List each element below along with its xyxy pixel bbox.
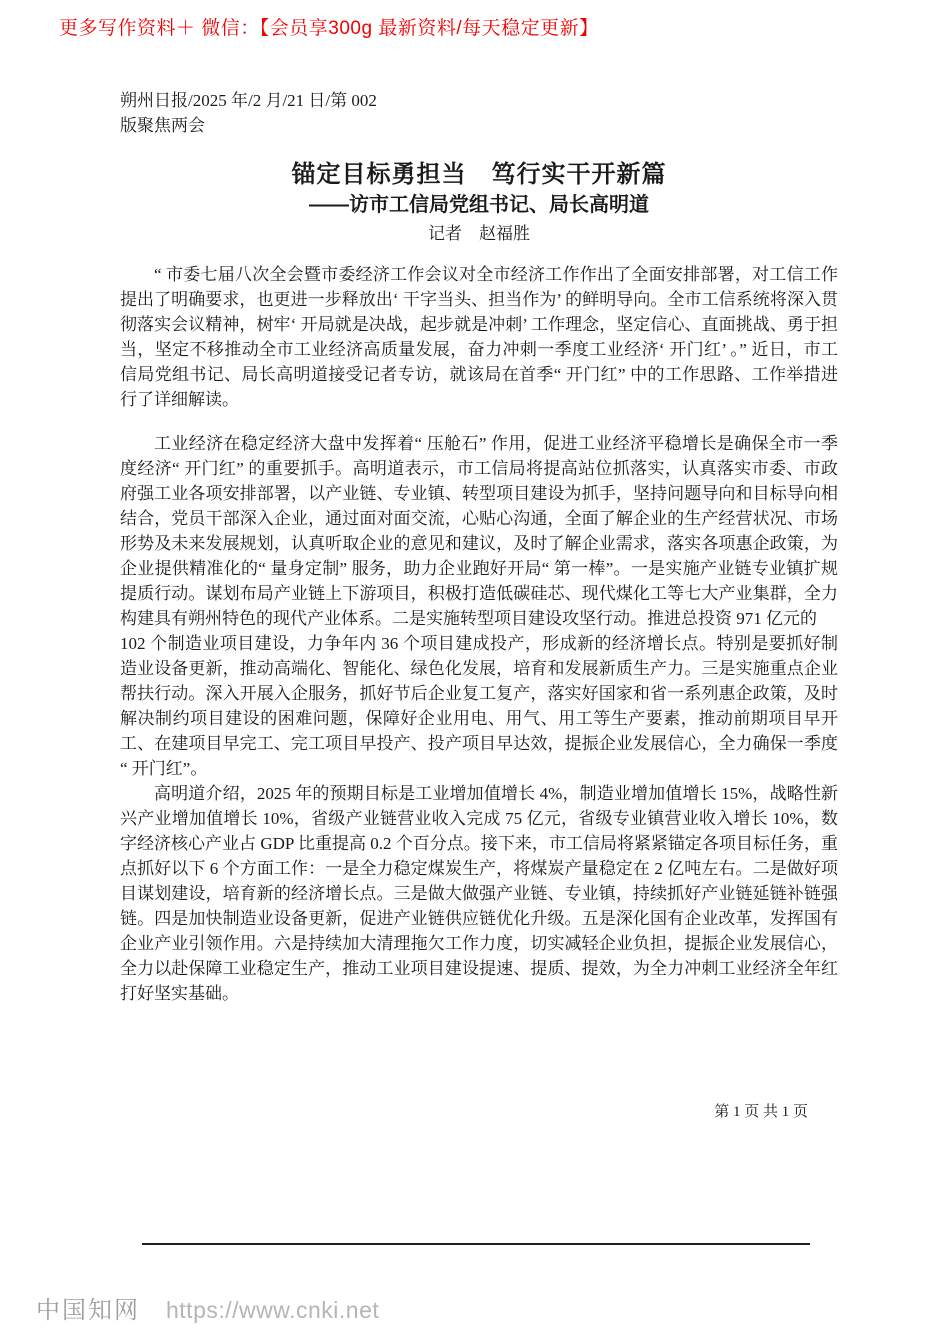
footer-divider xyxy=(142,1243,810,1245)
paragraph-2-segment-a: 工业经济在稳定经济大盘中发挥着“ 压舱石” 作用，促进工业经济平稳增长是确保全市一季度经济“ 开门红” 的重要抓手。高明道表示，市工信局将提高站位抓落实，认真落实市委、市政府强工业各项安排部署，以产业链、专业镇、转型项目建设为抓手，坚持问题导向和目标导向相结合，党员干部深入企业，通过面对面交流，心贴心沟通，全面了解企业的生产经营状况、市场形势及未来发展规划，认真听取企业的意见和建议，及时了解企业需求，落实各项惠企政策，为企业提供精准化的“ 量身定制” 服务，助力企业跑好开局“ 第一棒”。一是实施产业链专业镇扩规提质行动。谋划布局产业链上下游项目，积极打造低碳硅芯、现代煤化工等七大产业集群，全力构建具有朔州特色的现代产业体系。二是实施转型项目建设攻坚行动。推进总投资 971 亿元的 xyxy=(120,434,838,628)
article-title: 锚定目标勇担当 笃行实干开新篇 xyxy=(291,161,667,189)
paragraph-2-segment-b: 102 个制造业项目建设，力争年内 36 个项目建成投产，形成新的经济增长点。特别是要抓好制造业设备更新，推动高端化、智能化、绿色化发展，培育和发展新质生产力。三是实施重点企业帮扶行动。深入开展入企服务，抓好节后企业复工复产，落实好国家和省一系列惠企政策，及时解决制约项目建设的困难问题，保障好企业用电、用气、用工等生产要素，推动前期项目早开工、在建项目早完工、完工项目早投产、投产项目早达效，提振企业发展信心，全力确保一季度“ 开门红”。 xyxy=(120,634,838,778)
publication-line-2: 版聚焦两会 xyxy=(120,116,205,135)
cnki-logo-text: 中国知网 xyxy=(36,1297,140,1324)
page-indicator: 第 1 页 共 1 页 xyxy=(714,1104,808,1120)
cnki-url: https://www.cnki.net xyxy=(166,1297,380,1323)
paragraph-1: “ 市委七届八次全会暨市委经济工作会议对全市经济工作作出了全面安排部署，对工信工作提出了明确要求，也更进一步释放出‘ 干字当头、担当作为’ 的鲜明导向。全市工信系统将深入贯彻落实会议精神，树牢‘ 开局就是决战，起步就是冲刺’ 工作理念，坚定信心、直面挑战、勇于担当，坚定不移推动全市工业经济高质量发展，奋力冲刺一季度工业经济‘ 开门红’ 。” 近日，市工信局党组书记、局长高明道接受记者专访，就该局在首季“ 开门红” 中的工作思路、工作举措进行了详细解读。 xyxy=(120,265,838,409)
article-byline: 记者 赵福胜 xyxy=(428,224,530,243)
article-body xyxy=(120,262,838,1006)
publication-line-1: 朔州日报/2025 年/2 月/21 日/第 002 xyxy=(120,91,377,110)
cnki-watermark xyxy=(36,1290,379,1325)
publication-info xyxy=(120,88,377,138)
promo-banner: 更多写作资料＋ 微信：【会员享300g 最新资料/每天稳定更新】 xyxy=(59,18,599,39)
article-subtitle: ——访市工信局党组书记、局长高明道 xyxy=(309,193,649,216)
paragraph-3: 高明道介绍，2025 年的预期目标是工业增加值增长 4%，制造业增加值增长 15%，战略性新兴产业增加值增长 10%，省级产业链营业收入完成 75 亿元，省级专业镇营业收入增长 10%，数字经济核心产业占 GDP 比重提高 0.2 个百分点。接下来，市工信局将紧紧锚定各项目标任务，重点抓好以下 6 个方面工作：一是全力稳定煤炭生产，将煤炭产量稳定在 2 亿吨左右。二是做好项目谋划建设，培育新的经济增长点。三是做大做强产业链、专业镇，持续抓好产业链延链补链强链。四是加快制造业设备更新，促进产业链供应链优化升级。五是深化国有企业改革，发挥国有企业产业引领作用。六是持续加大清理拖欠工作力度，切实减轻企业负担，提振企业发展信心，全力以赴保障工业稳定生产，推动工业项目建设提速、提质、提效，为全力冲刺工业经济全年红打好坚实基础。 xyxy=(120,784,838,1003)
paragraph-2 xyxy=(120,431,838,781)
